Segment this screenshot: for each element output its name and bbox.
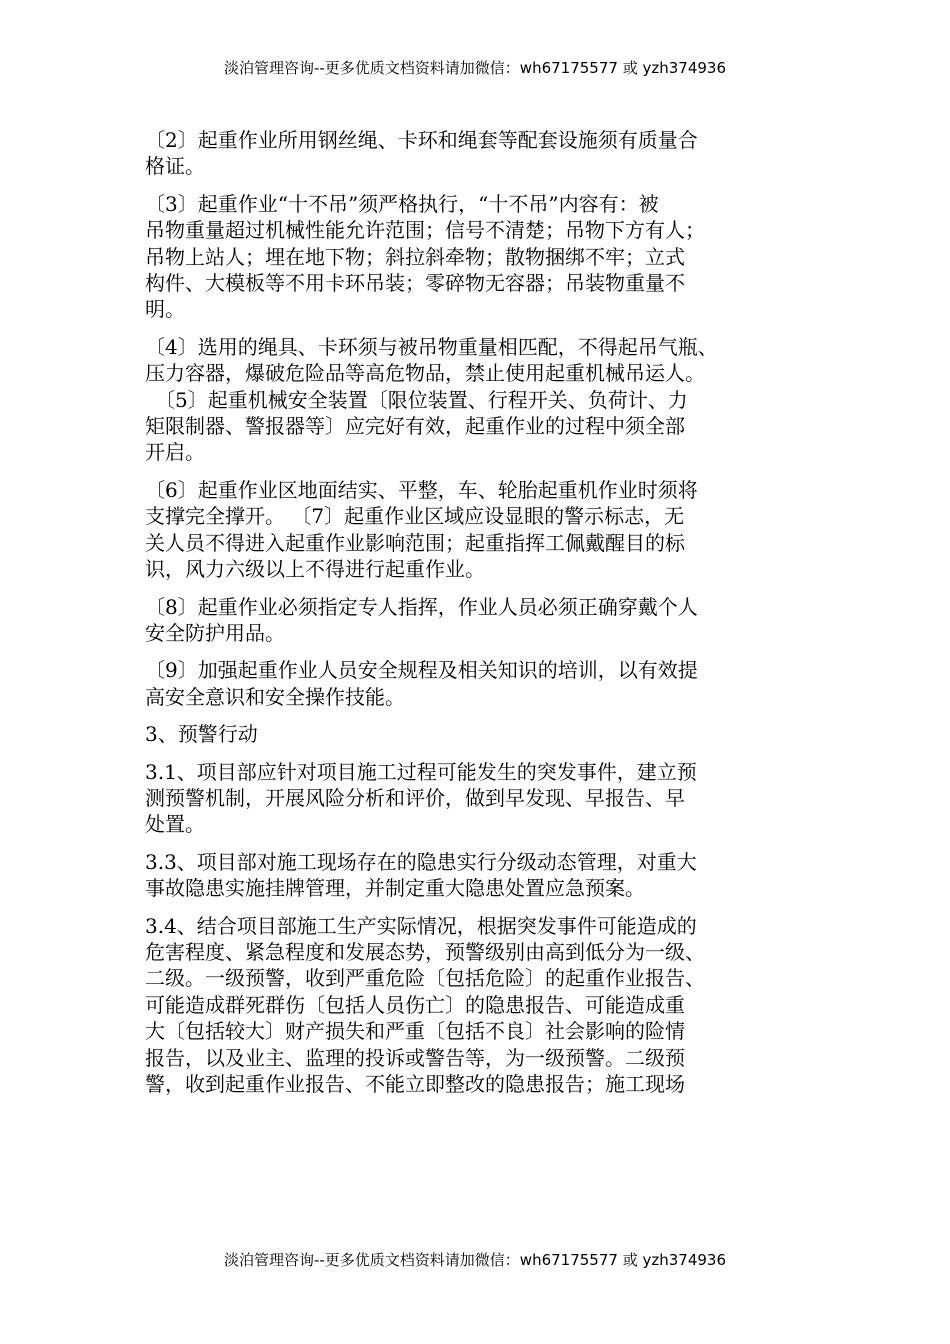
paragraph-section-3-3: [145, 849, 810, 902]
text-line: 〔8〕起重作业必须指定专人指挥，作业人员必须正确穿戴个人: [145, 594, 698, 619]
text-line: 构件、大模板等不用卡环吊装；零碎物无容器；吊装物重量不: [145, 271, 685, 296]
text-line: 报告，以及业主、监理的投诉或警告等，为一级预警。二级预: [145, 1045, 685, 1070]
paragraph-item-9: [145, 657, 810, 710]
text-line: 开启。: [145, 440, 205, 465]
text-line: 3、预警行动: [145, 722, 258, 747]
text-line: 压力容器，爆破危险品等高危物品，禁止使用起重机械吊运人。: [145, 361, 705, 386]
paragraph-section-3-4: [145, 913, 810, 1098]
text-line: 3.4、结合项目部施工生产实际情况，根据突发事件可能造成的: [145, 913, 697, 938]
text-line: 〔5〕起重机械安全装置〔限位装置、行程开关、负荷计、力: [145, 387, 688, 412]
text-line: 高安全意识和安全操作技能。: [145, 684, 405, 709]
paragraph-section-3-1: [145, 759, 810, 838]
text-line: 〔2〕起重作业所用钢丝绳、卡环和绳套等配套设施须有质量合: [145, 128, 698, 152]
text-line: 〔4〕选用的绳具、卡环须与被吊物重量相匹配，不得起吊气瓶、: [145, 334, 718, 359]
section-heading-3: [145, 721, 810, 747]
text-line: 〔6〕起重作业区地面结实、平整，车、轮胎起重机作业时须将: [145, 477, 698, 502]
text-line: 〔3〕起重作业“十不吊”须严格执行，“十不吊”内容有：被: [145, 191, 659, 216]
text-line: 关人员不得进入起重作业影响范围；起重指挥工佩戴醒目的标: [145, 530, 685, 555]
text-line: 安全防护用品。: [145, 620, 285, 645]
text-line: 事故隐患实施挂牌管理，并制定重大隐患处置应急预案。: [145, 876, 645, 901]
text-line: 3.3、项目部对施工现场存在的隐患实行分级动态管理，对重大: [145, 849, 697, 874]
text-line: 识，风力六级以上不得进行起重作业。: [145, 557, 485, 582]
text-line: 支撑完全撑开。 〔7〕起重作业区域应设显眼的警示标志，无: [145, 504, 685, 529]
text-line: 二级。一级预警，收到严重危险〔包括危险〕的起重作业报告、: [145, 966, 705, 991]
text-line: 大〔包括较大〕财产损失和严重〔包括不良〕社会影响的险情: [145, 1019, 685, 1044]
text-line: 吊物重量超过机械性能允许范围；信号不清楚；吊物下方有人；: [145, 218, 705, 243]
text-line: 明。: [145, 297, 185, 322]
text-line: 处置。: [145, 812, 205, 837]
text-line: 〔9〕加强起重作业人员安全规程及相关知识的培训，以有效提: [145, 658, 698, 683]
document-body: [145, 127, 810, 1108]
text-line: 矩限制器、警报器等〕应完好有效，起重作业的过程中须全部: [145, 414, 685, 439]
text-line: 格证。: [145, 154, 205, 179]
paragraph-item-8: [145, 594, 810, 647]
text-line: 吊物上站人；埋在地下物；斜拉斜牵物；散物捆绑不牢；立式: [145, 244, 685, 269]
paragraph-item-6-7: [145, 477, 810, 583]
paragraph-item-2: [145, 127, 810, 180]
paragraph-item-3: [145, 191, 810, 323]
text-line: 3.1、项目部应针对项目施工过程可能发生的突发事件，建立预: [145, 759, 697, 784]
page-footer: 淡泊管理咨询--更多优质文档资料请加微信：wh67175577 或 yzh374936: [223, 1251, 726, 1269]
paragraph-item-4-5: [145, 334, 810, 466]
page-header: 淡泊管理咨询--更多优质文档资料请加微信：wh67175577 或 yzh374936: [223, 59, 726, 77]
text-line: 可能造成群死群伤〔包括人员伤亡〕的隐患报告、可能造成重: [145, 992, 685, 1017]
text-line: 测预警机制，开展风险分析和评价，做到早发现、早报告、早: [145, 785, 685, 810]
text-line: 危害程度、紧急程度和发展态势，预警级别由高到低分为一级、: [145, 939, 705, 964]
text-line: 警，收到起重作业报告、不能立即整改的隐患报告；施工现场: [145, 1072, 685, 1096]
